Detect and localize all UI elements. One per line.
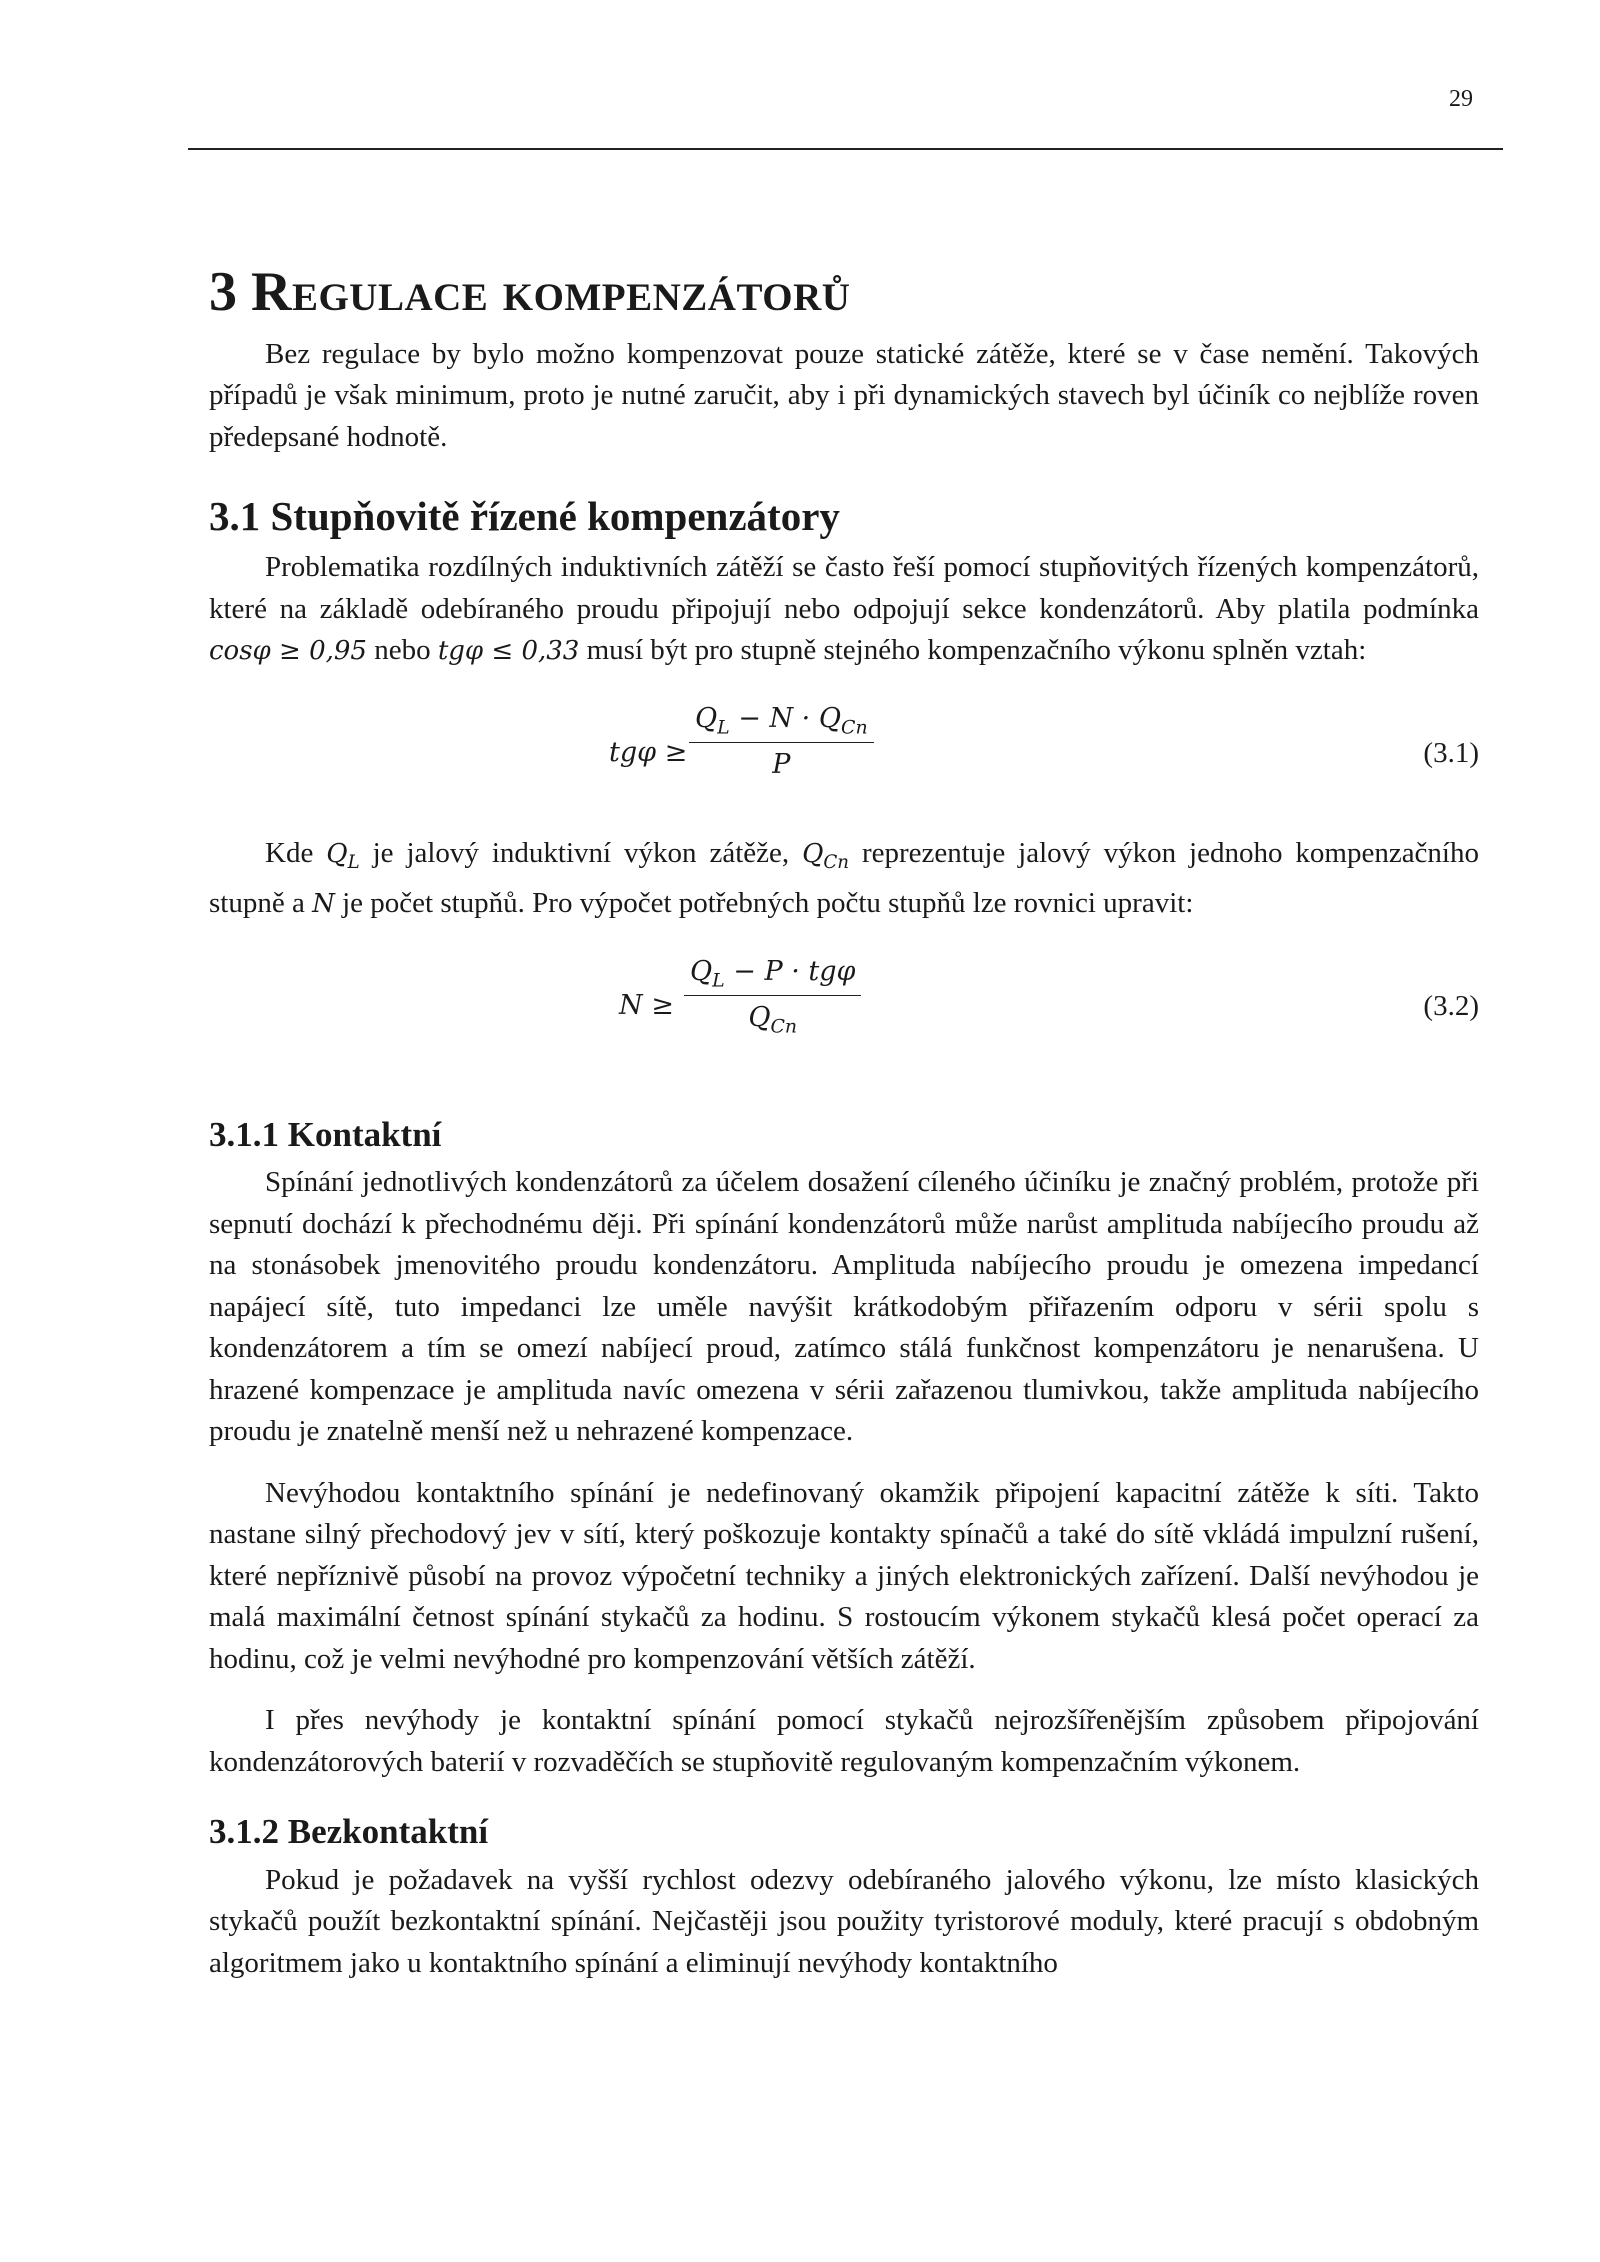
page-number: 29 (1449, 86, 1473, 112)
math-n: N (312, 889, 335, 920)
equation-3-2-fraction (684, 956, 861, 1038)
equation-3-1 (209, 703, 1479, 813)
equation-3-1-lhs: tgφ ≥ (609, 736, 688, 768)
chapter-intro: Bez regulace by bylo možno kompenzovat pouze statické zátěže, které se v čase nemění. Takových případů je však minimum, proto je nutné zaručit, aby i při dynamických stavech byl účiník co nejblíže roven předepsané hodnotě. (209, 337, 1479, 453)
section-3-1-2-heading: 3.1.2 Bezkontaktní (209, 1812, 489, 1852)
equation-3-2 (209, 956, 1479, 1066)
equation-3-1-numerator: $Q_L - N \cdot Q_{Cn}$ (689, 703, 874, 743)
page-content (209, 262, 1479, 1984)
section-3-1-paragraph-1: Problematika rozdílných induktivních zátěží se často řeší pomocí stupňovitých řízených kompenzátorů, které na základě odebíraného proudu připojují nebo odpojují sekce kondenzátorů. Aby platila podmínka cosφ ≥ 0,95 nebo tgφ ≤ 0,33 musí být pro stupně stejného kompenzačního výkonu splněn vztah: (209, 551, 1479, 667)
math-cos-condition: cosφ ≥ 0,95 (209, 636, 367, 667)
equation-3-2-numerator: $Q_L - P \cdot tg\varphi$ (684, 956, 861, 996)
equation-3-2-denominator: $Q_{Cn}$ (748, 1002, 798, 1038)
section-3-1-1-paragraph-3: I přes nevýhody je kontaktní spínání pomocí stykačů nejrozšířenějším způsobem připojování kondenzátorových baterií v rozvaděčích se stupňovitě regulovaným kompenzačním výkonem. (209, 1704, 1479, 1778)
equation-3-1-label: (3.1) (1423, 736, 1479, 769)
equation-3-1-fraction (689, 703, 874, 780)
math-q-l: $Q_L$ (326, 838, 360, 873)
section-3-1-1-paragraph-2: Nevýhodou kontaktního spínání je nedefinovaný okamžik připojení kapacitní zátěže k síti. Takto nastane silný přechodový jev v sítí, který poškozuje kontakty spínačů a také do sítě vkládá impulzní rušení, které nepříznivě působí na provoz výpočetní techniky a jiných elektronických zařízení. Další nevýhodou je malá maximální četnost spínání stykačů za hodinu. S rostoucím výkonem stykačů klesá počet operací za hodinu, což je velmi nevýhodné pro kompenzování větších zátěží. (209, 1476, 1479, 1675)
equation-3-2-lhs: N ≥ (619, 989, 674, 1021)
section-3-1-1-paragraph-1: Spínání jednotlivých kondenzátorů za účelem dosažení cíleného účiníku je značný problém, protože při sepnutí dochází k přechodnému ději. Při spínání kondenzátorů může narůst amplituda nabíjecího proudu až na stonásobek jmenovitého proudu kondenzátoru. Amplituda nabíjecího proudu je omezena impedancí napájecí sítě, tuto impedanci lze uměle navýšit krátkodobým přiřazením odporu v sérii spolu s kondenzátorem a tím se omezí nabíjecí proud, zatímco stálá funkčnost kompenzátoru je nenarušena. U hrazené kompenzace je amplituda navíc omezena v sérii zařazenou tlumivkou, takže amplituda nabíjecího proudu je znatelně menší než u nehrazené kompenzace. (209, 1166, 1479, 1448)
equation-3-2-label: (3.2) (1423, 989, 1479, 1022)
section-3-1-paragraph-2: Kde $Q_L$ je jalový induktivní výkon zátěže, $Q_{Cn}$ reprezentuje jalový výkon jednoho kompenzačního stupně a N je počet stupňů. Pro výpočet potřebných počtu stupňů lze rovnici upravit: (209, 836, 1479, 920)
math-tg-condition: tgφ ≤ 0,33 (437, 636, 580, 667)
chapter-heading (209, 262, 1479, 324)
header-rule (188, 148, 1503, 150)
chapter-number: 3 (209, 261, 237, 323)
chapter-title: Regulace kompenzátorů (251, 261, 851, 323)
section-3-1-heading: 3.1 Stupňovitě řízené kompenzátory (209, 493, 840, 540)
section-3-1-2-paragraph: Pokud je požadavek na vyšší rychlost odezvy odebíraného jalového výkonu, lze místo klasických stykačů použít bezkontaktní spínání. Nejčastěji jsou použity tyristorové moduly, které pracují s obdobným algoritmem jako u kontaktního spínání a eliminují nevýhody kontaktního (209, 1863, 1479, 1979)
math-q-cn: $Q_{Cn}$ (802, 838, 850, 873)
section-3-1-1-heading: 3.1.1 Kontaktní (209, 1114, 442, 1154)
equation-3-1-denominator: P (772, 749, 791, 781)
